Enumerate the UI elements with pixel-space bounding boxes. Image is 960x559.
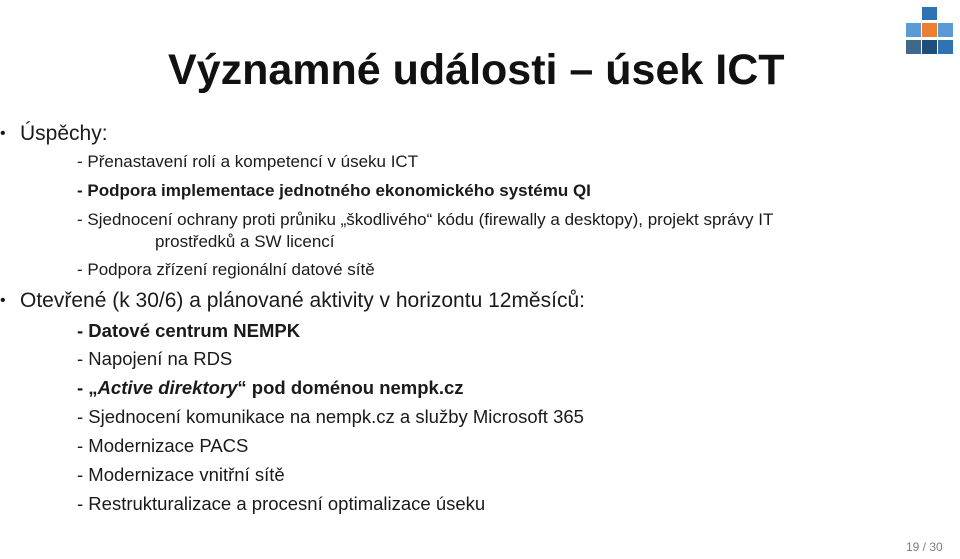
organization-logo (905, 6, 955, 56)
logo-grid-icon (905, 6, 955, 56)
list-item: - Restrukturalizace a procesní optimalizace úseku (77, 493, 486, 514)
list-item-prefix: - „ (77, 377, 98, 398)
list-item: - Sjednocení ochrany proti průniku „škodlivého“ kódu (firewally a desktopy), projekt správy IT (77, 210, 774, 229)
slide-title: Významné události – úsek ICT (168, 46, 785, 94)
list-item: - Datové centrum NEMPK (77, 320, 301, 341)
bullet-dot-icon: • (0, 292, 6, 309)
list-item: - Podpora zřízení regionální datové sítě (77, 260, 375, 279)
section-heading-text: Otevřené (k 30/6) a plánované aktivity v horizontu 12měsíců: (20, 289, 585, 312)
list-item: - Podpora implementace jednotného ekonomického systému QI (77, 181, 591, 200)
section-heading-successes (0, 121, 108, 147)
bullet-dot-icon: • (0, 125, 6, 142)
list-item: - Modernizace PACS (77, 435, 249, 456)
list-item: - Napojení na RDS (77, 348, 233, 369)
section-heading-planned-activities (0, 288, 585, 314)
list-item-suffix: “ pod doménou nempk.cz (237, 377, 464, 398)
list-item-continuation: prostředků a SW licencí (155, 232, 335, 251)
list-item-emphasis: Active direktory (97, 377, 238, 398)
list-item: - Přenastavení rolí a kompetencí v úseku ICT (77, 152, 419, 171)
page-number: 19 / 30 (906, 540, 943, 554)
section-heading-text: Úspěchy: (20, 122, 108, 145)
list-item: - Sjednocení komunikace na nempk.cz a služby Microsoft 365 (77, 406, 584, 427)
list-item (77, 377, 464, 399)
list-item: - Modernizace vnitřní sítě (77, 464, 285, 485)
